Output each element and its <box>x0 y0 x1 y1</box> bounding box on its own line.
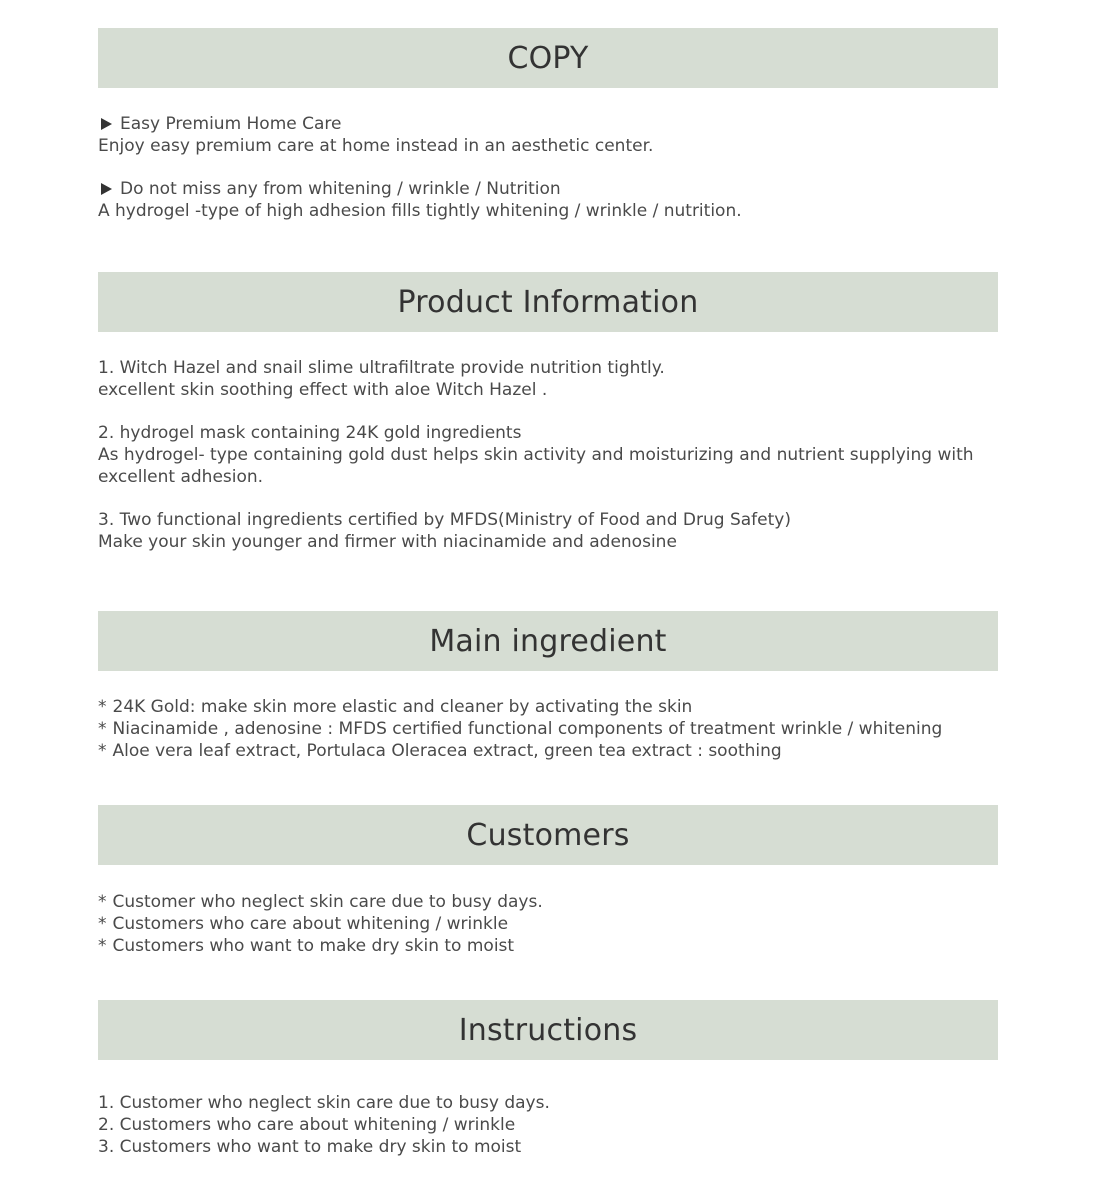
play-triangle-icon <box>101 183 112 195</box>
play-triangle-icon <box>101 118 112 130</box>
product-information-section-header <box>98 272 998 332</box>
main-ingredient-section-body <box>98 697 998 762</box>
product-info-item-text: As hydrogel- type containing gold dust helps skin activity and moisturizing and nutrient supplying with excellent adhesion. <box>98 444 979 487</box>
asterisk-bullet-icon: * <box>98 718 107 739</box>
asterisk-bullet-icon: * <box>98 740 107 761</box>
copy-section-body <box>98 114 998 223</box>
product-info-item-text: Make your skin younger and firmer with niacinamide and adenosine <box>98 531 677 552</box>
list-item: * 24K Gold: make skin more elastic and cleaner by activating the skin <box>98 697 693 717</box>
instructions-section-body <box>98 1093 998 1158</box>
customers-section-body <box>98 892 998 957</box>
list-item: * Aloe vera leaf extract, Portulaca Oleracea extract, green tea extract : soothing <box>98 740 782 761</box>
list-item: 2. Customers who care about whitening / wrinkle <box>98 1114 516 1135</box>
list-item: 3. Customers who want to make dry skin to moist <box>98 1136 522 1157</box>
customers-section-title: Customers <box>466 817 630 853</box>
product-info-item-text: excellent skin soothing effect with aloe Witch Hazel . <box>98 379 548 400</box>
copy-block-heading: Easy Premium Home Care <box>98 114 998 136</box>
asterisk-bullet-icon: * <box>98 697 107 717</box>
copy-section-title: COPY <box>507 40 589 76</box>
customers-section-header <box>98 805 998 865</box>
instructions-section-header <box>98 1000 998 1060</box>
copy-block-heading: Do not miss any from whitening / wrinkle / Nutrition <box>98 179 998 201</box>
product-info-item-heading: 1. Witch Hazel and snail slime ultrafiltrate provide nutrition tightly. <box>98 358 665 378</box>
list-item: 1. Customer who neglect skin care due to busy days. <box>98 1093 550 1113</box>
asterisk-bullet-icon: * <box>98 892 107 912</box>
instructions-section-title: Instructions <box>458 1012 638 1048</box>
list-item: * Customer who neglect skin care due to busy days. <box>98 892 543 912</box>
asterisk-bullet-icon: * <box>98 935 107 956</box>
copy-section-header <box>98 28 998 88</box>
asterisk-bullet-icon: * <box>98 913 107 934</box>
list-item: * Customers who care about whitening / wrinkle <box>98 913 509 934</box>
product-information-section-body <box>98 358 998 554</box>
product-info-item-heading: 2. hydrogel mask containing 24K gold ingredients <box>98 423 522 444</box>
list-item: * Customers who want to make dry skin to moist <box>98 935 515 956</box>
list-item: * Niacinamide , adenosine : MFDS certified functional components of treatment wrinkle / whitening <box>98 718 943 739</box>
copy-block-text: A hydrogel -type of high adhesion fills tightly whitening / wrinkle / nutrition. <box>98 200 742 221</box>
product-information-section-title: Product Information <box>397 284 699 320</box>
main-ingredient-section-header <box>98 611 998 671</box>
product-info-item-heading: 3. Two functional ingredients certified by MFDS(Ministry of Food and Drug Safety) <box>98 509 791 530</box>
main-ingredient-section-title: Main ingredient <box>429 623 667 659</box>
copy-block-text: Enjoy easy premium care at home instead in an aesthetic center. <box>98 135 654 156</box>
